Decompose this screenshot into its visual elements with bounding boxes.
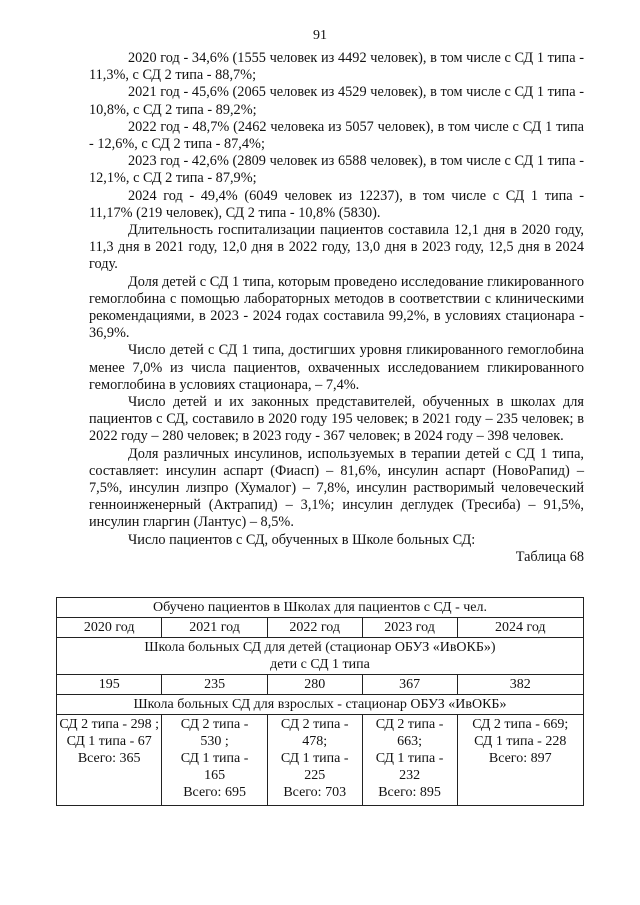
paragraph-2024-stats: 2024 год - 49,4% (6049 человек из 12237), в том числе с СД 1 типа - 11,17% (219 человек), СД 2 типа - 10,8% (5830). bbox=[89, 187, 584, 221]
cell-line: СД 2 типа - 298 ; bbox=[59, 717, 159, 732]
paragraph-2022-stats: 2022 год - 48,7% (2462 человека из 5057 человек), в том числе с СД 1 типа - 12,6%, с СД 2 типа - 87,4%; bbox=[89, 118, 584, 153]
children-section-title bbox=[57, 638, 584, 675]
cell-line: 478; bbox=[302, 734, 328, 749]
cell-line: СД 2 типа - bbox=[180, 717, 249, 732]
cell-line: Всего: 365 bbox=[77, 751, 141, 766]
paragraph-hba1c-target: Число детей с СД 1 типа, достигших уровня гликированного гемоглобина менее 7,0% из числа пациентов, охваченных исследованием гликированного гемоглобина в условиях стационара, – 7,4%. bbox=[89, 342, 584, 393]
paragraph-2023-stats: 2023 год - 42,6% (2809 человек из 6588 человек), в том числе с СД 1 типа - 12,1%, с СД 2 типа - 87,9%; bbox=[89, 153, 584, 187]
children-value: 280 bbox=[267, 675, 362, 695]
adults-section-title: Школа больных СД для взрослых - стационар ОБУЗ «ИвОКБ» bbox=[57, 695, 584, 715]
children-value: 195 bbox=[57, 675, 162, 695]
cell-line: Всего: 703 bbox=[283, 785, 347, 800]
cell-line: Всего: 895 bbox=[378, 785, 441, 800]
cell-line: 663; bbox=[397, 734, 423, 749]
year-header: 2020 год bbox=[57, 618, 162, 638]
adults-values-row bbox=[57, 715, 584, 806]
paragraph-hospitalization: Длительность госпитализации пациентов составила 12,1 дня в 2020 году, 11,3 дня в 2021 году, 12,0 дня в 2022 году, 13,0 дня в 2023 году, 12,5 дня в 2024 году. bbox=[89, 222, 584, 273]
cell-line: СД 2 типа - 669; bbox=[472, 717, 569, 732]
page-number: 91 bbox=[313, 28, 327, 43]
paragraph-insulin-share: Доля различных инсулинов, используемых в терапии детей с СД 1 типа, составляет: инсулин аспарт (Фиасп) – 81,6%, инсулин аспарт (НовоРапид) – 7,5%, инсулин лизпро (Хумалог) – 7,8%, инсулин растворимый человеческий генноинженерный (Актрапид) – 3,1%; инсулин деглудек (Тресиба) – 91,5%, инсулин гларгин (Лантус) – 8,5%. bbox=[89, 445, 584, 531]
table-title: Обучено пациентов в Школах для пациентов с СД - чел. bbox=[57, 598, 584, 618]
body-text bbox=[89, 50, 584, 566]
cell-line: СД 2 типа - bbox=[280, 717, 349, 732]
paragraph-school-patients: Число пациентов с СД, обученных в Школе больных СД: bbox=[128, 531, 476, 548]
cell-line: СД 1 типа - bbox=[280, 751, 349, 766]
children-value: 382 bbox=[457, 675, 584, 695]
cell-line: СД 2 типа - bbox=[375, 717, 444, 732]
year-header: 2021 год bbox=[162, 618, 267, 638]
cell-line: СД 1 типа - bbox=[375, 751, 444, 766]
cell-line: 530 ; bbox=[200, 734, 229, 749]
year-header: 2022 год bbox=[267, 618, 362, 638]
paragraph-school-children: Число детей и их законных представителей, обученных в школах для пациентов с СД, составило в 2020 году 195 человек; в 2021 году – 235 человек; в 2022 году – 280 человек; в 2023 году - 367 человек; в 2024 году – 398 человек. bbox=[89, 394, 584, 445]
children-value: 367 bbox=[362, 675, 457, 695]
paragraph-2021-stats: 2021 год - 45,6% (2065 человек из 4529 человек), в том числе с СД 1 типа - 10,8%, с СД 2 типа - 89,2%; bbox=[89, 84, 584, 118]
children-section-line: Школа больных СД для детей (стационар ОБУЗ «ИвОКБ») bbox=[144, 640, 496, 655]
cell-line: Всего: 695 bbox=[183, 785, 246, 800]
cell-line: 225 bbox=[304, 768, 326, 783]
cell-line: 165 bbox=[204, 768, 226, 783]
cell-line: СД 1 типа - 67 bbox=[66, 734, 152, 749]
adults-cell-2020 bbox=[57, 715, 162, 806]
table-years-row bbox=[57, 618, 584, 638]
school-patients-table bbox=[56, 597, 584, 806]
adults-cell-2024 bbox=[457, 715, 584, 806]
adults-cell-2021 bbox=[162, 715, 267, 806]
children-section-row bbox=[57, 638, 584, 675]
table-caption: Таблица 68 bbox=[515, 548, 584, 565]
cell-line: 232 bbox=[399, 768, 421, 783]
adults-cell-2022 bbox=[267, 715, 362, 806]
year-header: 2024 год bbox=[457, 618, 584, 638]
children-values-row bbox=[57, 675, 584, 695]
children-section-subline: дети с СД 1 типа bbox=[270, 657, 370, 672]
cell-line: СД 1 типа - 228 bbox=[474, 734, 567, 749]
children-value: 235 bbox=[162, 675, 267, 695]
cell-line: Всего: 897 bbox=[488, 751, 552, 766]
adults-cell-2023 bbox=[362, 715, 457, 806]
year-header: 2023 год bbox=[362, 618, 457, 638]
cell-line: СД 1 типа - bbox=[180, 751, 249, 766]
paragraph-hba1c-testing: Доля детей с СД 1 типа, которым проведено исследование гликированного гемоглобина с помощью лабораторных методов в соответствии с клиническими рекомендациями, в 2023 - 2024 годах составила 99,2%, в условиях стационара - 36,9%. bbox=[89, 273, 584, 342]
table-header-row bbox=[57, 598, 584, 618]
paragraph-2020-stats: 2020 год - 34,6% (1555 человек из 4492 человек), в том числе с СД 1 типа - 11,3%, с СД 2 типа - 88,7%; bbox=[89, 50, 584, 84]
adults-section-row bbox=[57, 695, 584, 715]
